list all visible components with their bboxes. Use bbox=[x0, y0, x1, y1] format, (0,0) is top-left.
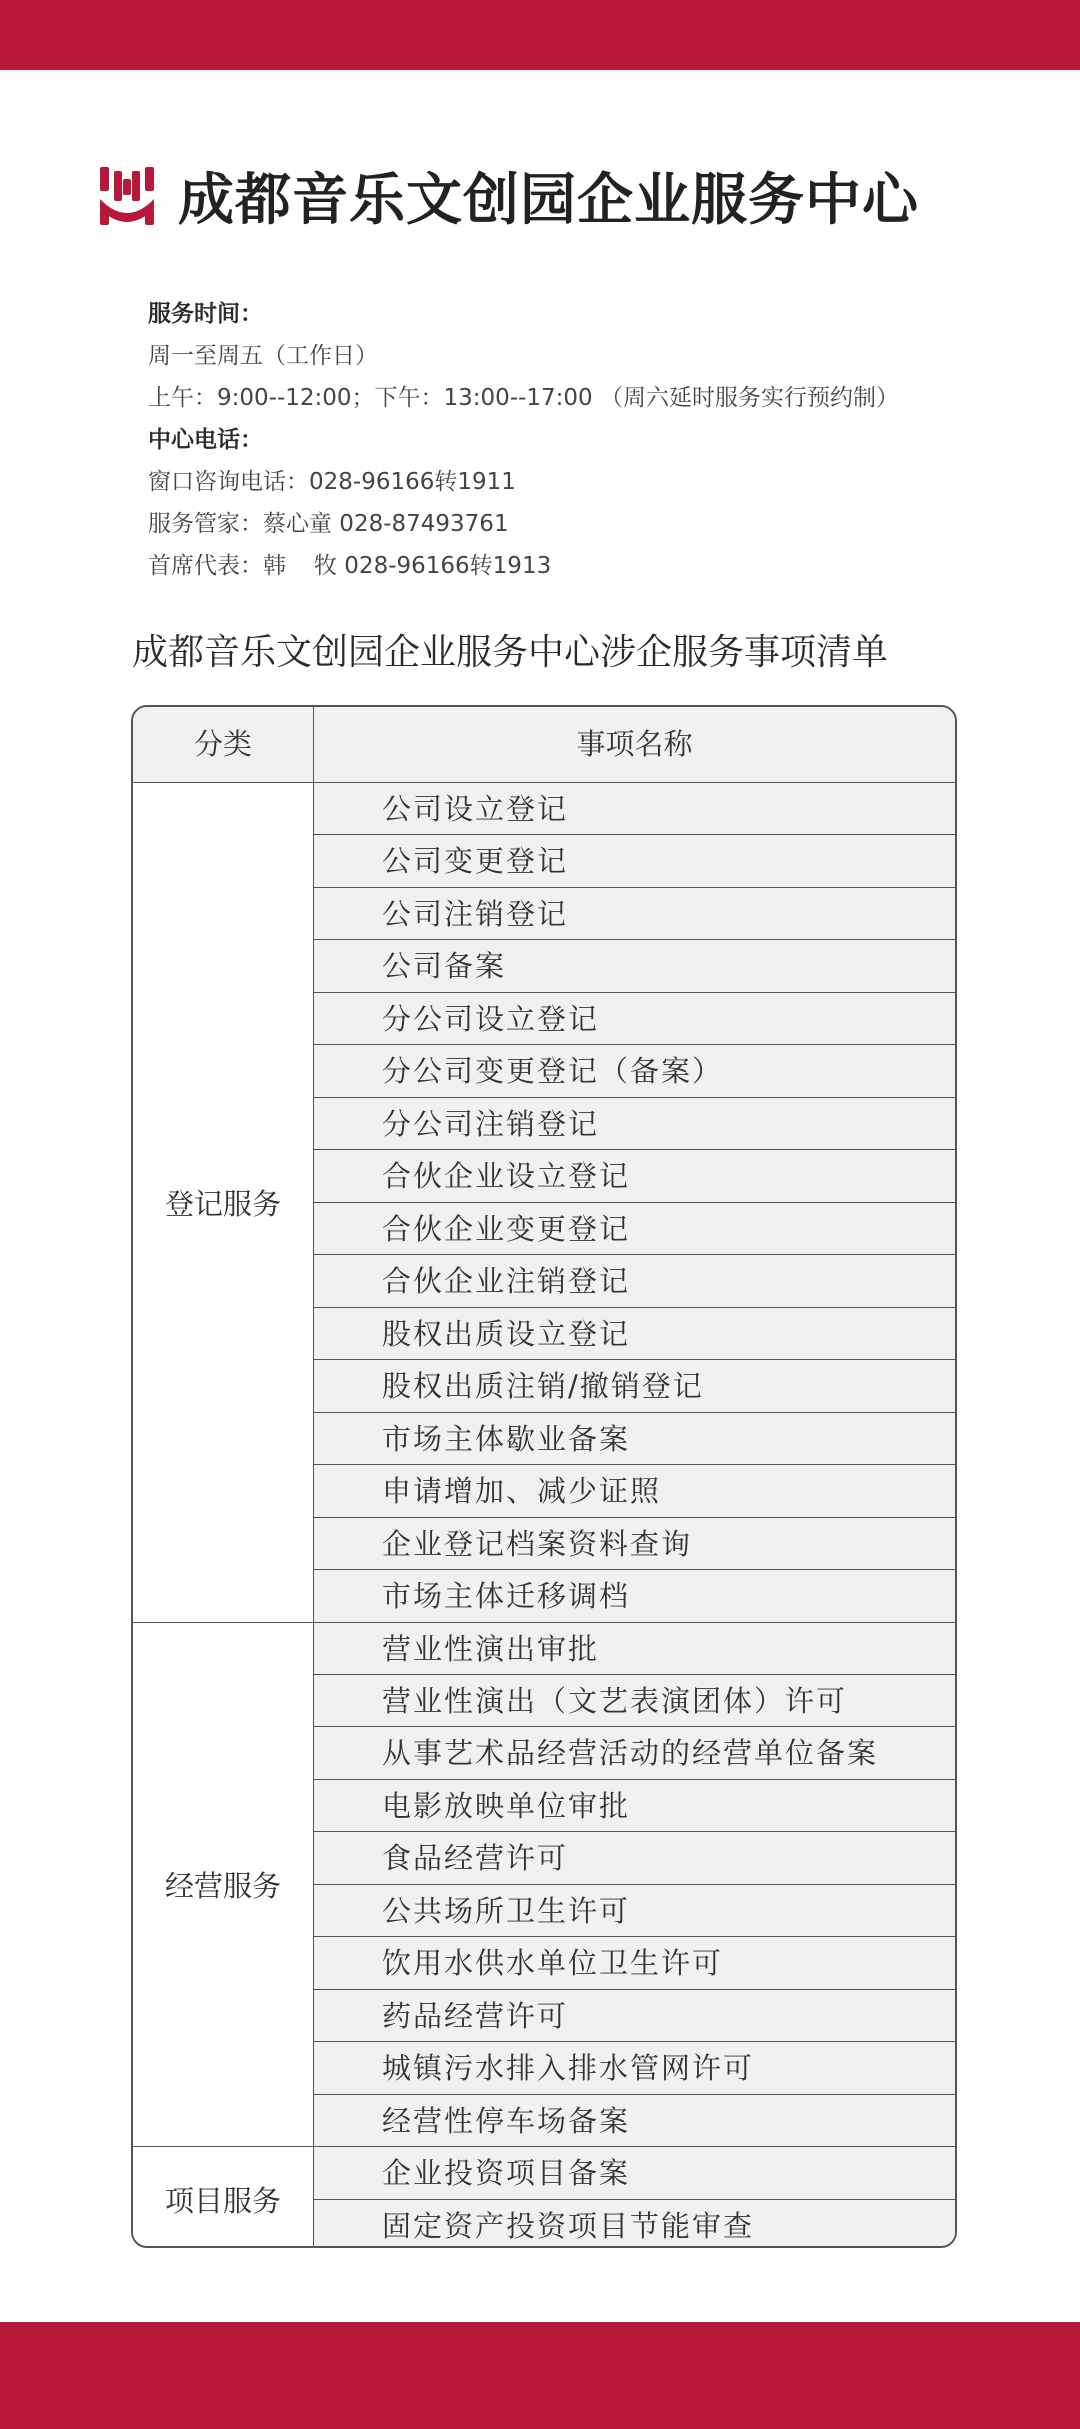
phone-label: 中心电话： bbox=[148, 427, 263, 453]
table-row: 饮用水供水单位卫生许可 bbox=[314, 1937, 955, 1989]
sound-wave-logo-icon bbox=[98, 165, 156, 227]
item-column bbox=[314, 783, 955, 2248]
bottom-brand-band bbox=[0, 2322, 1080, 2429]
table-row: 合伙企业变更登记 bbox=[314, 1203, 955, 1255]
table-row: 股权出质注销/撤销登记 bbox=[314, 1360, 955, 1412]
table-row: 市场主体迁移调档 bbox=[314, 1570, 955, 1622]
table-row: 公司变更登记 bbox=[314, 835, 955, 887]
header-item-name: 事项名称 bbox=[576, 727, 693, 761]
table-row: 股权出质设立登记 bbox=[314, 1308, 955, 1360]
service-time-label: 服务时间： bbox=[148, 301, 263, 327]
category-cell: 项目服务 bbox=[133, 2147, 313, 2248]
table-row: 分公司变更登记（备案） bbox=[314, 1045, 955, 1097]
table-row: 食品经营许可 bbox=[314, 1832, 955, 1884]
table-row: 合伙企业注销登记 bbox=[314, 1255, 955, 1307]
table-row: 固定资产投资项目节能审查 bbox=[314, 2200, 955, 2248]
service-items-table bbox=[131, 705, 957, 2248]
service-hours: 上午：9:00--12:00；下午：13:00--17:00 （周六延时服务实行预约制） bbox=[148, 385, 900, 411]
chief-rep-label: 首席代表：韩 bbox=[148, 553, 286, 579]
table-header bbox=[133, 707, 955, 783]
table-row: 合伙企业设立登记 bbox=[314, 1150, 955, 1202]
header-category: 分类 bbox=[193, 727, 252, 761]
table-row: 市场主体歇业备案 bbox=[314, 1413, 955, 1465]
service-days: 周一至周五（工作日） bbox=[148, 343, 378, 369]
butler-phone: 服务管家：蔡心童 028-87493761 bbox=[148, 511, 509, 537]
table-row: 企业登记档案资料查询 bbox=[314, 1518, 955, 1570]
category-cell: 经营服务 bbox=[133, 1623, 313, 2148]
page-header bbox=[98, 158, 919, 234]
window-phone: 窗口咨询电话：028-96166转1911 bbox=[148, 469, 516, 495]
chief-rep-value: 牧 028-96166转1913 bbox=[314, 553, 552, 579]
service-info bbox=[148, 293, 899, 587]
table-row: 从事艺术品经营活动的经营单位备案 bbox=[314, 1727, 955, 1779]
table-row: 分公司设立登记 bbox=[314, 993, 955, 1045]
table-row: 营业性演出审批 bbox=[314, 1623, 955, 1675]
table-row: 公司注销登记 bbox=[314, 888, 955, 940]
table-row: 公司设立登记 bbox=[314, 783, 955, 835]
table-row: 企业投资项目备案 bbox=[314, 2147, 955, 2199]
page-title: 成都音乐文创园企业服务中心 bbox=[178, 167, 919, 233]
table-row: 营业性演出（文艺表演团体）许可 bbox=[314, 1675, 955, 1727]
table-row: 药品经营许可 bbox=[314, 1990, 955, 2042]
table-row: 公司备案 bbox=[314, 940, 955, 992]
table-row: 公共场所卫生许可 bbox=[314, 1885, 955, 1937]
top-brand-band bbox=[0, 0, 1080, 70]
table-row: 申请增加、减少证照 bbox=[314, 1465, 955, 1517]
chief-rep bbox=[148, 545, 899, 587]
category-cell: 登记服务 bbox=[133, 783, 313, 1623]
table-row: 电影放映单位审批 bbox=[314, 1780, 955, 1832]
table-row: 经营性停车场备案 bbox=[314, 2095, 955, 2147]
table-row: 分公司注销登记 bbox=[314, 1098, 955, 1150]
service-list-title: 成都音乐文创园企业服务中心涉企服务事项清单 bbox=[132, 632, 889, 673]
table-row: 城镇污水排入排水管网许可 bbox=[314, 2042, 955, 2094]
